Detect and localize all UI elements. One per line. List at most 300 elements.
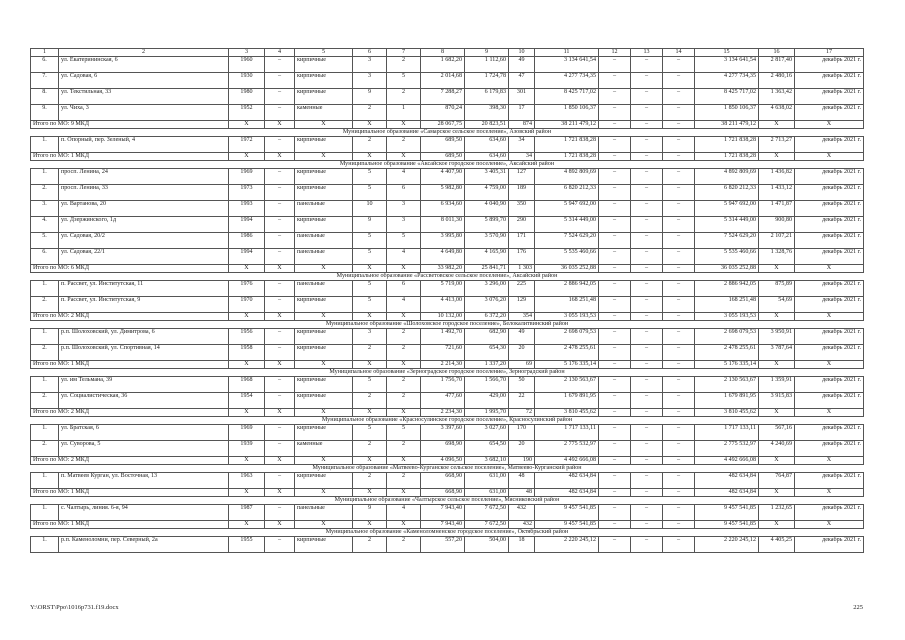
table-cell: 301: [509, 89, 535, 105]
table-cell: просп. Ленина, 33: [59, 185, 229, 201]
table-cell: 1 303: [509, 265, 535, 273]
table-cell: 4 492 666,08: [695, 457, 759, 465]
table-cell: 1.: [31, 473, 59, 489]
table-cell: Итого по МО: 2 МКД: [31, 457, 229, 465]
table-cell: 2: [387, 137, 421, 153]
table-cell: 1 756,70: [421, 377, 465, 393]
table-cell: –: [599, 441, 631, 457]
table-cell: 7: [387, 49, 421, 57]
table-cell: –: [599, 121, 631, 129]
table-cell: 1.: [31, 137, 59, 153]
total-row: [31, 489, 864, 497]
table-cell: 17: [509, 105, 535, 121]
table-cell: 5: [353, 233, 387, 249]
municipality-heading: [31, 417, 864, 425]
table-cell: 4 405,25: [759, 537, 795, 553]
table-cell: 698,90: [421, 441, 465, 457]
table-cell: кирпичные: [295, 377, 353, 393]
table-cell: –: [265, 185, 295, 201]
table-cell: –: [663, 409, 695, 417]
total-row: [31, 521, 864, 529]
municipality-heading: [31, 161, 864, 169]
table-cell: 9.: [31, 105, 59, 121]
table-cell: 1969: [229, 169, 265, 185]
table-cell: 5.: [31, 233, 59, 249]
table-cell: 1955: [229, 537, 265, 553]
table-cell: 2: [387, 89, 421, 105]
table-cell: –: [265, 537, 295, 553]
table-cell: –: [631, 217, 663, 233]
table-cell: –: [631, 89, 663, 105]
table-cell: 7 288,27: [421, 89, 465, 105]
table-cell: 6 934,60: [421, 201, 465, 217]
table-cell: 190: [509, 457, 535, 465]
table-cell: 3.: [31, 201, 59, 217]
table-cell: кирпичные: [295, 297, 353, 313]
table-cell: –: [265, 57, 295, 73]
table-cell: 2: [353, 537, 387, 553]
table-cell: 36 035 252,88: [535, 265, 599, 273]
table-cell: 3 134 641,54: [695, 57, 759, 73]
table-cell: –: [631, 281, 663, 297]
table-cell: X: [265, 153, 295, 161]
table-cell: декабрь 2021 г.: [795, 169, 864, 185]
table-cell: X: [387, 313, 421, 321]
table-cell: 7 943,40: [421, 521, 465, 529]
table-cell: декабрь 2021 г.: [795, 377, 864, 393]
table-cell: –: [663, 201, 695, 217]
table-cell: 1952: [229, 105, 265, 121]
table-cell: 1: [31, 49, 59, 57]
table-cell: –: [599, 361, 631, 369]
table-cell: Итого по МО: 2 МКД: [31, 313, 229, 321]
table-cell: 1 682,20: [421, 57, 465, 73]
table-cell: панельные: [295, 201, 353, 217]
table-cell: 1958: [229, 345, 265, 361]
table-cell: –: [599, 153, 631, 161]
table-cell: декабрь 2021 г.: [795, 505, 864, 521]
table-cell: кирпичные: [295, 537, 353, 553]
table-cell: 504,00: [465, 537, 509, 553]
file-path: Y:\ORST\Ppo\1016p731.f19.docx: [30, 604, 119, 611]
table-cell: 2: [387, 329, 421, 345]
table-cell: X: [795, 489, 864, 497]
table-cell: 1 679 891,95: [695, 393, 759, 409]
table-cell: декабрь 2021 г.: [795, 201, 864, 217]
table-cell: п. Рассвет, ул. Институтская, 11: [59, 281, 229, 297]
table-cell: 2 130 563,67: [535, 377, 599, 393]
table-cell: 1994: [229, 249, 265, 265]
table-cell: 3 915,83: [759, 393, 795, 409]
table-cell: X: [265, 265, 295, 273]
table-cell: –: [663, 105, 695, 121]
table-cell: каменные: [295, 105, 353, 121]
table-cell: X: [353, 153, 387, 161]
table-cell: 1 850 106,37: [535, 105, 599, 121]
table-cell: 2 698 079,53: [535, 329, 599, 345]
table-cell: п. Матвеев Курган, ул. Восточная, 13: [59, 473, 229, 489]
table-cell: –: [663, 457, 695, 465]
table-cell: –: [265, 393, 295, 409]
table-cell: 3 995,80: [421, 233, 465, 249]
table-cell: X: [387, 489, 421, 497]
table-cell: 9 457 541,85: [535, 521, 599, 529]
table-cell: 3: [353, 329, 387, 345]
table-cell: 1.: [31, 329, 59, 345]
table-row: [31, 393, 864, 409]
table-cell: 49: [509, 57, 535, 73]
table-cell: 38 211 479,12: [535, 121, 599, 129]
table-cell: –: [599, 505, 631, 521]
table-cell: ул. Чиха, 3: [59, 105, 229, 121]
table-cell: 6 820 212,33: [695, 185, 759, 201]
table-cell: –: [663, 185, 695, 201]
table-cell: кирпичные: [295, 473, 353, 489]
table-cell: –: [631, 121, 663, 129]
table-cell: 69: [509, 361, 535, 369]
table-cell: 48: [509, 489, 535, 497]
table-cell: 1972: [229, 137, 265, 153]
table-cell: 4 492 666,08: [535, 457, 599, 465]
table-cell: –: [631, 249, 663, 265]
table-cell: 1993: [229, 201, 265, 217]
table-cell: 5 535 460,66: [535, 249, 599, 265]
table-cell: 1 492,70: [421, 329, 465, 345]
table-cell: 1 679 891,95: [535, 393, 599, 409]
table-cell: Муниципальное образование «Шолоховское городское поселение», Белокалитвинский район: [31, 321, 864, 329]
table-cell: 9: [353, 217, 387, 233]
table-row: [31, 377, 864, 393]
table-row: [31, 505, 864, 521]
table-cell: 1954: [229, 393, 265, 409]
table-cell: декабрь 2021 г.: [795, 185, 864, 201]
table-cell: 6.: [31, 57, 59, 73]
table-cell: 5: [353, 281, 387, 297]
table-cell: –: [599, 281, 631, 297]
table-cell: 2 817,40: [759, 57, 795, 73]
table-cell: 2 886 942,05: [535, 281, 599, 297]
table-cell: –: [265, 425, 295, 441]
table-cell: 5: [353, 377, 387, 393]
table-cell: 50: [509, 377, 535, 393]
table-cell: кирпичные: [295, 425, 353, 441]
table-cell: 1.: [31, 281, 59, 297]
table-cell: 5 899,70: [465, 217, 509, 233]
table-cell: 567,16: [759, 425, 795, 441]
table-cell: –: [599, 473, 631, 489]
table-cell: 1 717 133,11: [695, 425, 759, 441]
table-cell: 2 698 079,53: [695, 329, 759, 345]
table-cell: 5 535 460,66: [695, 249, 759, 265]
total-row: [31, 457, 864, 465]
table-cell: –: [663, 521, 695, 529]
table-cell: 634,60: [465, 153, 509, 161]
table-cell: –: [631, 105, 663, 121]
table-cell: 2: [353, 137, 387, 153]
table-cell: 8 425 717,02: [695, 89, 759, 105]
page-number: 225: [853, 604, 863, 611]
table-cell: 432: [509, 505, 535, 521]
table-cell: X: [759, 313, 795, 321]
table-cell: 38 211 479,12: [695, 121, 759, 129]
table-cell: 49: [509, 329, 535, 345]
table-cell: –: [265, 89, 295, 105]
table-cell: X: [295, 153, 353, 161]
table-cell: ул. Садовая, 22/1: [59, 249, 229, 265]
table-cell: декабрь 2021 г.: [795, 345, 864, 361]
table-cell: 1994: [229, 217, 265, 233]
table-cell: 3: [353, 73, 387, 89]
table-cell: 2 478 255,61: [535, 345, 599, 361]
municipality-heading: [31, 529, 864, 537]
table-cell: 5: [353, 185, 387, 201]
table-cell: X: [795, 265, 864, 273]
table-cell: –: [599, 57, 631, 73]
table-cell: р.п. Шолоховский, ул. Спортивная, 14: [59, 345, 229, 361]
table-cell: 4: [265, 49, 295, 57]
table-cell: X: [353, 121, 387, 129]
table-cell: 2.: [31, 441, 59, 457]
table-cell: X: [353, 361, 387, 369]
table-cell: 36 035 252,88: [695, 265, 759, 273]
table-cell: Муниципальное образование «Матвеево-Курганское сельское поселение», Матвеево-Курганский район: [31, 465, 864, 473]
table-cell: 20 823,51: [465, 121, 509, 129]
table-cell: X: [353, 489, 387, 497]
table-cell: 689,50: [421, 153, 465, 161]
table-cell: декабрь 2021 г.: [795, 217, 864, 233]
table-cell: 2 478 255,61: [695, 345, 759, 361]
table-cell: 127: [509, 169, 535, 185]
table-cell: X: [759, 409, 795, 417]
table-cell: –: [663, 153, 695, 161]
table-cell: 54,69: [759, 297, 795, 313]
table-cell: –: [265, 201, 295, 217]
table-cell: 25 841,71: [465, 265, 509, 273]
table-cell: 28 067,75: [421, 121, 465, 129]
table-cell: X: [295, 457, 353, 465]
table-cell: –: [599, 137, 631, 153]
table-cell: –: [663, 345, 695, 361]
table-cell: 5: [387, 425, 421, 441]
table-cell: –: [631, 185, 663, 201]
table-cell: 225: [509, 281, 535, 297]
table-cell: –: [599, 217, 631, 233]
table-cell: просп. Ленина, 24: [59, 169, 229, 185]
table-cell: –: [631, 313, 663, 321]
table-cell: 8.: [31, 89, 59, 105]
table-cell: 5: [295, 49, 353, 57]
municipality-heading: [31, 321, 864, 329]
table-cell: Муниципальное образование «Чалтырское сельское поселение», Мясниковский район: [31, 497, 864, 505]
table-cell: X: [759, 153, 795, 161]
table-cell: X: [229, 457, 265, 465]
table-cell: X: [387, 361, 421, 369]
table-cell: 6.: [31, 249, 59, 265]
table-row: [31, 473, 864, 489]
table-cell: 47: [509, 73, 535, 89]
table-cell: 1968: [229, 377, 265, 393]
table-row: [31, 441, 864, 457]
table-cell: 22: [509, 393, 535, 409]
table-cell: 16: [759, 49, 795, 57]
table-cell: п. Опорный, пер. Зеленый, 4: [59, 137, 229, 153]
municipality-heading: [31, 273, 864, 281]
table-cell: ул. им Тельмана, 39: [59, 377, 229, 393]
table-cell: 9: [353, 505, 387, 521]
table-cell: 1 721 838,28: [695, 137, 759, 153]
table-cell: 1 471,87: [759, 201, 795, 217]
table-cell: 6: [387, 185, 421, 201]
table-cell: –: [663, 73, 695, 89]
table-cell: Итого по МО: 2 МКД: [31, 409, 229, 417]
table-cell: –: [631, 473, 663, 489]
table-cell: X: [229, 265, 265, 273]
table-cell: 668,90: [421, 473, 465, 489]
table-cell: 6: [387, 281, 421, 297]
table-cell: –: [631, 409, 663, 417]
table-cell: кирпичные: [295, 345, 353, 361]
table-cell: 72: [509, 409, 535, 417]
table-cell: 900,80: [759, 217, 795, 233]
table-cell: 654,50: [465, 441, 509, 457]
table-cell: –: [663, 329, 695, 345]
table-cell: 4 096,50: [421, 457, 465, 465]
table-cell: 12: [599, 49, 631, 57]
table-cell: 668,90: [421, 489, 465, 497]
table-cell: –: [663, 249, 695, 265]
table-cell: X: [229, 521, 265, 529]
table-cell: 874: [509, 121, 535, 129]
table-cell: декабрь 2021 г.: [795, 425, 864, 441]
table-cell: 10: [509, 49, 535, 57]
table-cell: 2: [387, 473, 421, 489]
table-cell: 5: [353, 297, 387, 313]
table-cell: 689,50: [421, 137, 465, 153]
table-cell: 5 314 449,00: [695, 217, 759, 233]
table-cell: 189: [509, 185, 535, 201]
table-cell: 33 982,20: [421, 265, 465, 273]
table-cell: ул. Текстильная, 33: [59, 89, 229, 105]
table-row: [31, 217, 864, 233]
table-cell: –: [663, 169, 695, 185]
table-cell: кирпичные: [295, 393, 353, 409]
table-cell: 2 214,30: [421, 361, 465, 369]
table-row: [31, 73, 864, 89]
table-cell: 354: [509, 313, 535, 321]
table-cell: п. Рассвет, ул. Институтская, 9: [59, 297, 229, 313]
table-cell: 129: [509, 297, 535, 313]
table-cell: –: [663, 489, 695, 497]
table-cell: 20: [509, 345, 535, 361]
table-cell: 5: [353, 249, 387, 265]
table-cell: декабрь 2021 г.: [795, 473, 864, 489]
table-cell: 482 634,84: [695, 473, 759, 489]
table-cell: 764,87: [759, 473, 795, 489]
table-cell: 15: [695, 49, 759, 57]
table-cell: –: [631, 441, 663, 457]
table-cell: 34: [509, 153, 535, 161]
table-cell: 429,00: [465, 393, 509, 409]
table-cell: –: [599, 89, 631, 105]
table-cell: 34: [509, 137, 535, 153]
table-cell: Муниципальное образование «Самарское сельское поселение», Азовский район: [31, 129, 864, 137]
table-cell: –: [631, 137, 663, 153]
table-cell: X: [295, 409, 353, 417]
table-cell: X: [387, 265, 421, 273]
table-cell: –: [663, 281, 695, 297]
table-cell: 9 457 541,85: [535, 505, 599, 521]
table-cell: –: [631, 153, 663, 161]
table-cell: X: [387, 153, 421, 161]
table-cell: каменные: [295, 441, 353, 457]
table-cell: 557,20: [421, 537, 465, 553]
table-cell: 2.: [31, 297, 59, 313]
table-cell: X: [295, 121, 353, 129]
table-cell: –: [599, 105, 631, 121]
table-cell: –: [663, 233, 695, 249]
table-cell: Итого по МО: 6 МКД: [31, 265, 229, 273]
table-cell: 3 405,31: [465, 169, 509, 185]
table-cell: 2: [387, 377, 421, 393]
table-cell: Итого по МО: 1 МКД: [31, 361, 229, 369]
table-cell: 3: [387, 217, 421, 233]
table-cell: 2 775 532,97: [535, 441, 599, 457]
table-cell: 1.: [31, 377, 59, 393]
table-cell: –: [631, 73, 663, 89]
table-cell: 8 011,30: [421, 217, 465, 233]
table-cell: 8: [421, 49, 465, 57]
table-row: [31, 105, 864, 121]
table-cell: 1930: [229, 73, 265, 89]
table-cell: 2: [59, 49, 229, 57]
table-cell: –: [631, 265, 663, 273]
table-cell: –: [599, 489, 631, 497]
table-cell: X: [795, 457, 864, 465]
table-cell: –: [663, 121, 695, 129]
table-cell: 3 076,20: [465, 297, 509, 313]
table-cell: Муниципальное образование «Каменоломненское городское поселение», Октябрьский район: [31, 529, 864, 537]
table-cell: 3 134 641,54: [535, 57, 599, 73]
table-cell: 721,60: [421, 345, 465, 361]
table-cell: 3: [353, 57, 387, 73]
table-cell: 3 570,90: [465, 233, 509, 249]
table-cell: 1986: [229, 233, 265, 249]
table-cell: –: [599, 201, 631, 217]
table-cell: Муниципальное образование «Аксайское городское поселение», Аксайский район: [31, 161, 864, 169]
table-row: [31, 249, 864, 265]
table-cell: –: [599, 537, 631, 553]
table-cell: –: [599, 425, 631, 441]
table-cell: 1960: [229, 57, 265, 73]
table-cell: Итого по МО: 9 МКД: [31, 121, 229, 129]
table-cell: 9: [353, 89, 387, 105]
table-cell: панельные: [295, 233, 353, 249]
table-cell: 2.: [31, 185, 59, 201]
table-cell: 1 433,12: [759, 185, 795, 201]
table-cell: 176: [509, 249, 535, 265]
table-cell: 1 436,82: [759, 169, 795, 185]
table-cell: ул. Суворова, 5: [59, 441, 229, 457]
table-cell: X: [265, 521, 295, 529]
table-cell: Итого по МО: 1 МКД: [31, 153, 229, 161]
table-cell: 1 566,70: [465, 377, 509, 393]
table-cell: –: [631, 489, 663, 497]
table-cell: 875,89: [759, 281, 795, 297]
table-cell: 6 372,20: [465, 313, 509, 321]
table-row: [31, 425, 864, 441]
table-cell: 5: [387, 233, 421, 249]
table-cell: X: [229, 409, 265, 417]
